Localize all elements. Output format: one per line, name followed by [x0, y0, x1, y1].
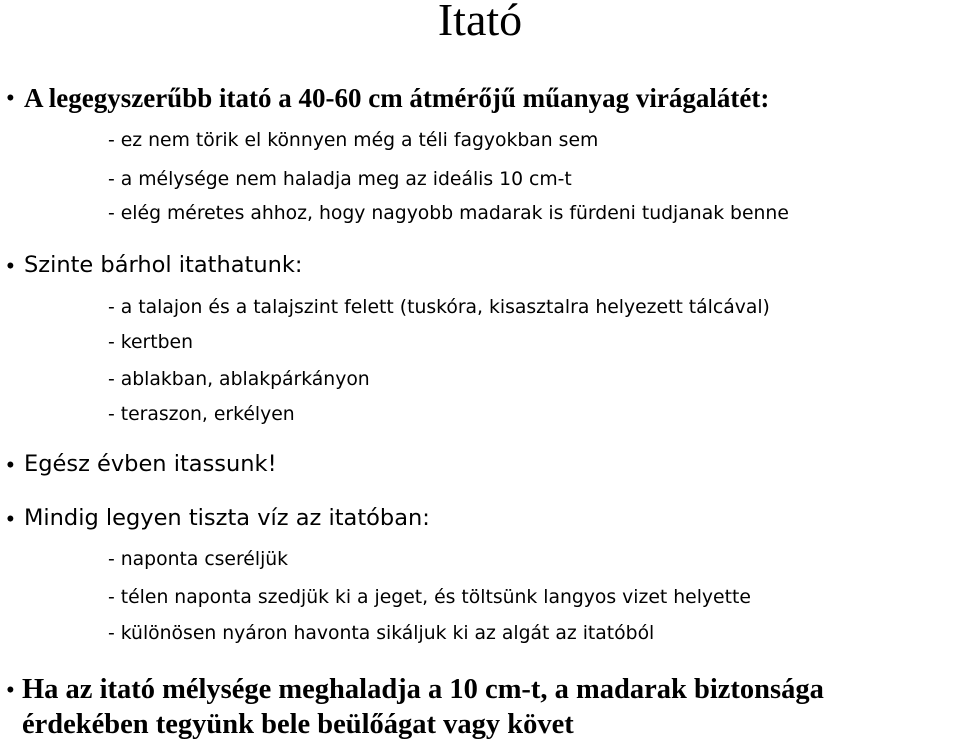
list-item: - ablakban, ablakpárkányon	[108, 369, 370, 390]
section-heading: Mindig legyen tiszta víz az itatóban:	[24, 505, 430, 531]
bullet-icon: •	[6, 85, 15, 112]
section-heading: Egész évben itassunk!	[24, 451, 277, 477]
list-item: - a mélysége nem haladja meg az ideális 10 cm-t	[108, 169, 572, 190]
section-heading: A legegyszerűbb itató a 40-60 cm átmérőjű műanyag virágalátét:	[24, 83, 770, 113]
final-note-line-2: érdekében tegyünk bele beülőágat vagy követ	[22, 709, 574, 740]
list-item: - kertben	[108, 332, 193, 353]
list-item: - elég méretes ahhoz, hogy nagyobb madarak is fürdeni tudjanak benne	[108, 203, 789, 224]
final-note-line-1: Ha az itató mélysége meghaladja a 10 cm-t, a madarak biztonsága	[22, 674, 824, 705]
list-item: - a talajon és a talajszint felett (tuskóra, kisasztalra helyezett tálcával)	[108, 297, 770, 318]
list-item: - különösen nyáron havonta sikáljuk ki az algát az itatóból	[108, 623, 655, 644]
bullet-icon: •	[6, 452, 15, 479]
bullet-icon: •	[6, 506, 15, 533]
bullet-icon: •	[6, 677, 15, 704]
list-item: - télen naponta szedjük ki a jeget, és töltsünk langyos vizet helyette	[108, 587, 751, 608]
page-title: Itató	[437, 0, 523, 45]
section-heading: Szinte bárhol itathatunk:	[24, 252, 303, 278]
list-item: - teraszon, erkélyen	[108, 404, 295, 425]
bullet-icon: •	[6, 253, 15, 280]
list-item: - naponta cseréljük	[108, 549, 289, 570]
list-item: - ez nem törik el könnyen még a téli fagyokban sem	[108, 130, 599, 151]
